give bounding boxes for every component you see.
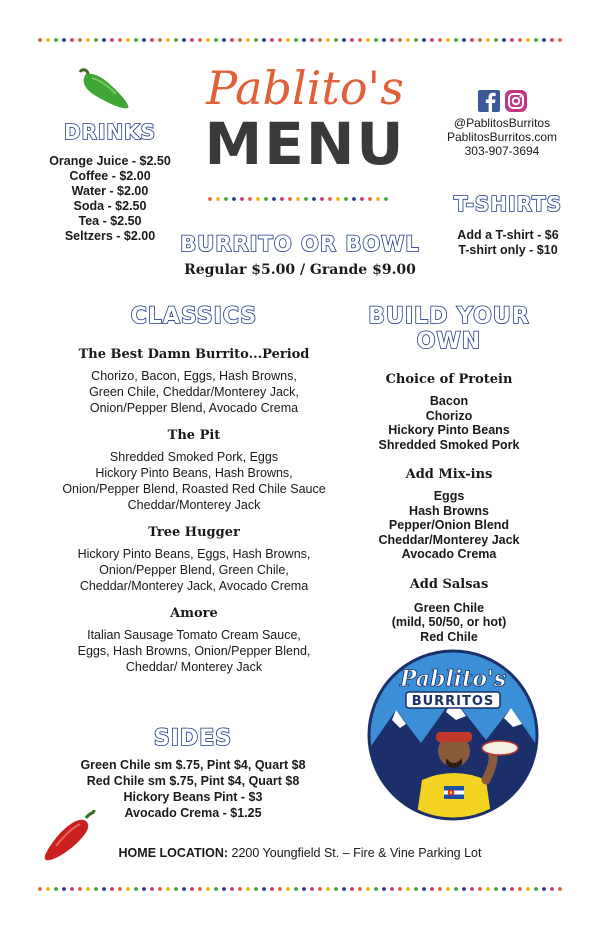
byo-group-title: Choice of Protein bbox=[385, 372, 513, 387]
confetti-dot bbox=[478, 38, 482, 42]
confetti-dot bbox=[78, 38, 82, 42]
website-link[interactable]: PablitosBurritos.com bbox=[446, 130, 558, 144]
confetti-dot bbox=[110, 38, 114, 42]
tshirts-section bbox=[440, 192, 576, 258]
confetti-dot bbox=[166, 887, 170, 891]
confetti-dot bbox=[350, 887, 354, 891]
confetti-dot bbox=[206, 887, 210, 891]
location-address: 2200 Youngfield St. – Fire & Vine Parking Lot bbox=[231, 846, 482, 860]
confetti-dot bbox=[222, 887, 226, 891]
confetti-dot bbox=[382, 38, 386, 42]
confetti-dot bbox=[134, 38, 138, 42]
confetti-dot bbox=[310, 38, 314, 42]
confetti-dot bbox=[326, 887, 330, 891]
logo-script-name: Pablito's bbox=[399, 666, 507, 692]
confetti-dot bbox=[246, 887, 250, 891]
confetti-dot bbox=[358, 887, 362, 891]
confetti-dot bbox=[550, 38, 554, 42]
confetti-dot bbox=[438, 38, 442, 42]
side-item: Hickory Beans Pint - $3 bbox=[123, 790, 263, 804]
confetti-dot bbox=[304, 197, 308, 201]
burrito-bowl-heading: BURRITO OR BOWL bbox=[180, 232, 420, 256]
classic-item-desc: Shredded Smoked Pork, Eggs Hickory Pinto Beans, Hash Browns, Onion/Pepper Blend, Roasted Red Chile Sauce Cheddar/Monterey Jack bbox=[62, 450, 326, 512]
location-label: HOME LOCATION: bbox=[118, 846, 229, 860]
confetti-dot bbox=[318, 38, 322, 42]
confetti-dot bbox=[438, 887, 442, 891]
confetti-dot bbox=[454, 38, 458, 42]
confetti-dot bbox=[150, 887, 154, 891]
confetti-dot bbox=[94, 38, 98, 42]
confetti-dot bbox=[280, 197, 284, 201]
byo-group bbox=[338, 467, 560, 562]
confetti-dot bbox=[422, 38, 426, 42]
title-dot-divider bbox=[208, 195, 394, 203]
confetti-dot bbox=[494, 887, 498, 891]
confetti-dot bbox=[390, 887, 394, 891]
classic-item-title: Tree Hugger bbox=[148, 525, 240, 540]
confetti-dot bbox=[384, 197, 388, 201]
confetti-dot bbox=[320, 197, 324, 201]
confetti-dot bbox=[486, 38, 490, 42]
confetti-dot bbox=[406, 887, 410, 891]
confetti-dot bbox=[86, 887, 90, 891]
confetti-dot bbox=[542, 38, 546, 42]
confetti-dot bbox=[558, 38, 562, 42]
confetti-dot bbox=[344, 197, 348, 201]
confetti-dot bbox=[454, 887, 458, 891]
confetti-dot bbox=[216, 197, 220, 201]
confetti-dot bbox=[214, 887, 218, 891]
confetti-dot bbox=[462, 38, 466, 42]
confetti-dot bbox=[238, 38, 242, 42]
classic-item bbox=[36, 347, 352, 416]
build-your-own-section bbox=[338, 304, 560, 644]
confetti-dot bbox=[54, 887, 58, 891]
classic-item-desc: Italian Sausage Tomato Cream Sauce, Eggs, Hash Browns, Onion/Pepper Blend, Cheddar/ Monterey Jack bbox=[77, 628, 311, 674]
side-item: Red Chile sm $.75, Pint $4, Quart $8 bbox=[86, 774, 300, 788]
confetti-dot bbox=[150, 38, 154, 42]
confetti-dot bbox=[206, 38, 210, 42]
byo-group-list: Eggs Hash Browns Pepper/Onion Blend Cheddar/Monterey Jack Avocado Crema bbox=[378, 489, 520, 561]
confetti-dot bbox=[502, 38, 506, 42]
classic-item-title: The Best Damn Burrito...Period bbox=[78, 347, 310, 362]
classic-item-desc: Hickory Pinto Beans, Eggs, Hash Browns, Onion/Pepper Blend, Green Chile, Cheddar/Monterey Jack, Avocado Crema bbox=[77, 547, 311, 593]
confetti-dot bbox=[174, 38, 178, 42]
confetti-dot bbox=[62, 38, 66, 42]
confetti-dot bbox=[278, 38, 282, 42]
confetti-dot bbox=[232, 197, 236, 201]
confetti-dot bbox=[526, 38, 530, 42]
title-block bbox=[190, 61, 420, 178]
byo-group-list: Green Chile (mild, 50/50, or hot) Red Chile bbox=[391, 600, 507, 644]
confetti-dot bbox=[198, 887, 202, 891]
confetti-dot bbox=[312, 197, 316, 201]
confetti-dot bbox=[318, 887, 322, 891]
confetti-dot bbox=[342, 887, 346, 891]
confetti-dot bbox=[518, 38, 522, 42]
contact-info bbox=[432, 116, 572, 158]
confetti-dot bbox=[366, 38, 370, 42]
drinks-list bbox=[30, 154, 190, 244]
confetti-dot bbox=[158, 38, 162, 42]
pablitos-burritos-logo bbox=[366, 648, 540, 822]
confetti-dot bbox=[558, 887, 562, 891]
confetti-dot bbox=[174, 887, 178, 891]
confetti-dot bbox=[502, 887, 506, 891]
drink-item: Orange Juice - $2.50 bbox=[49, 154, 171, 168]
confetti-dot bbox=[336, 197, 340, 201]
confetti-dot bbox=[270, 887, 274, 891]
drink-item: Soda - $2.50 bbox=[73, 199, 147, 213]
menu-word: MENU bbox=[204, 110, 406, 178]
confetti-dot bbox=[286, 38, 290, 42]
tshirts-heading: T-SHIRTS bbox=[453, 192, 563, 216]
confetti-dot bbox=[494, 38, 498, 42]
confetti-dot bbox=[78, 887, 82, 891]
confetti-dot bbox=[272, 197, 276, 201]
confetti-dot bbox=[70, 38, 74, 42]
drink-item: Seltzers - $2.00 bbox=[64, 229, 156, 243]
confetti-dot bbox=[462, 887, 466, 891]
home-location bbox=[0, 846, 600, 860]
side-item: Avocado Crema - $1.25 bbox=[124, 806, 262, 820]
confetti-dot bbox=[238, 887, 242, 891]
social-icons bbox=[478, 89, 528, 118]
confetti-dot bbox=[398, 887, 402, 891]
confetti-dot bbox=[430, 887, 434, 891]
confetti-dot bbox=[374, 38, 378, 42]
confetti-dot bbox=[224, 197, 228, 201]
confetti-dot bbox=[382, 887, 386, 891]
confetti-dot bbox=[334, 38, 338, 42]
confetti-dot bbox=[230, 887, 234, 891]
confetti-dot bbox=[376, 197, 380, 201]
confetti-dot bbox=[70, 887, 74, 891]
classic-item-desc: Chorizo, Bacon, Eggs, Hash Browns, Green Chile, Cheddar/Monterey Jack, Onion/Pepper Blend, Avocado Crema bbox=[89, 369, 299, 415]
confetti-dot bbox=[296, 197, 300, 201]
confetti-dot bbox=[414, 887, 418, 891]
confetti-dot bbox=[342, 38, 346, 42]
confetti-dot bbox=[230, 38, 234, 42]
confetti-dot bbox=[446, 38, 450, 42]
confetti-dot bbox=[510, 887, 514, 891]
classic-item-title: The Pit bbox=[167, 428, 221, 443]
confetti-dot bbox=[470, 38, 474, 42]
confetti-dot bbox=[94, 887, 98, 891]
confetti-dot bbox=[262, 38, 266, 42]
classic-item-title: Amore bbox=[170, 606, 218, 621]
byo-group-title: Add Mix-ins bbox=[405, 467, 493, 482]
confetti-dot bbox=[248, 197, 252, 201]
confetti-dot bbox=[118, 887, 122, 891]
confetti-dot bbox=[358, 38, 362, 42]
confetti-dot bbox=[390, 38, 394, 42]
confetti-dot bbox=[374, 887, 378, 891]
green-chile-pepper-icon bbox=[72, 66, 134, 112]
confetti-dot bbox=[158, 887, 162, 891]
drink-item: Coffee - $2.00 bbox=[69, 169, 151, 183]
confetti-dot bbox=[334, 887, 338, 891]
byo-group-title: Add Salsas bbox=[409, 576, 489, 592]
confetti-dot bbox=[54, 38, 58, 42]
byo-heading: BUILD YOUR OWN bbox=[368, 304, 530, 354]
classic-item bbox=[36, 525, 352, 594]
classic-item bbox=[36, 428, 352, 513]
confetti-dot bbox=[102, 38, 106, 42]
confetti-dot bbox=[142, 887, 146, 891]
confetti-dot bbox=[46, 38, 50, 42]
confetti-dot bbox=[518, 887, 522, 891]
confetti-dot bbox=[430, 38, 434, 42]
confetti-dot bbox=[46, 887, 50, 891]
confetti-dot bbox=[414, 38, 418, 42]
confetti-dot bbox=[208, 197, 212, 201]
confetti-dot bbox=[264, 197, 268, 201]
confetti-dot bbox=[166, 38, 170, 42]
confetti-dot bbox=[214, 38, 218, 42]
confetti-dot bbox=[542, 887, 546, 891]
side-item: Green Chile sm $.75, Pint $4, Quart $8 bbox=[80, 758, 306, 772]
confetti-dot bbox=[118, 38, 122, 42]
confetti-dot bbox=[302, 887, 306, 891]
confetti-dot bbox=[326, 38, 330, 42]
confetti-dot bbox=[422, 887, 426, 891]
confetti-dot bbox=[478, 887, 482, 891]
phone-number[interactable]: 303-907-3694 bbox=[464, 144, 540, 158]
byo-group bbox=[338, 577, 560, 645]
confetti-dot bbox=[102, 887, 106, 891]
confetti-dot bbox=[246, 38, 250, 42]
confetti-dot bbox=[302, 38, 306, 42]
brand-script-name: Pablito's bbox=[206, 61, 404, 115]
sides-heading: SIDES bbox=[153, 726, 233, 751]
classics-section bbox=[36, 304, 352, 675]
tshirt-item: Add a T-shirt - $6 bbox=[457, 228, 559, 242]
confetti-dot bbox=[398, 38, 402, 42]
confetti-dot bbox=[38, 887, 42, 891]
confetti-dot bbox=[286, 887, 290, 891]
confetti-dot bbox=[310, 887, 314, 891]
confetti-dot bbox=[526, 887, 530, 891]
top-dot-border bbox=[38, 36, 562, 44]
confetti-dot bbox=[38, 38, 42, 42]
confetti-dot bbox=[182, 887, 186, 891]
confetti-dot bbox=[222, 38, 226, 42]
drink-item: Water - $2.00 bbox=[71, 184, 149, 198]
confetti-dot bbox=[294, 887, 298, 891]
classic-item bbox=[36, 606, 352, 675]
confetti-dot bbox=[368, 197, 372, 201]
confetti-dot bbox=[198, 38, 202, 42]
confetti-dot bbox=[406, 38, 410, 42]
classics-heading: CLASSICS bbox=[130, 304, 258, 329]
confetti-dot bbox=[350, 38, 354, 42]
confetti-dot bbox=[126, 38, 130, 42]
confetti-dot bbox=[328, 197, 332, 201]
confetti-dot bbox=[126, 887, 130, 891]
burrito-bowl-section bbox=[150, 232, 450, 278]
confetti-dot bbox=[256, 197, 260, 201]
drink-item: Tea - $2.50 bbox=[78, 214, 142, 228]
byo-group bbox=[338, 372, 560, 452]
confetti-dot bbox=[270, 38, 274, 42]
confetti-dot bbox=[510, 38, 514, 42]
confetti-dot bbox=[254, 38, 258, 42]
confetti-dot bbox=[278, 887, 282, 891]
confetti-dot bbox=[62, 887, 66, 891]
drinks-section bbox=[30, 120, 190, 244]
confetti-dot bbox=[486, 887, 490, 891]
confetti-dot bbox=[550, 887, 554, 891]
logo-burritos-word: BURRITOS bbox=[411, 694, 495, 709]
confetti-dot bbox=[288, 197, 292, 201]
confetti-dot bbox=[294, 38, 298, 42]
confetti-dot bbox=[240, 197, 244, 201]
tshirts-list bbox=[440, 228, 576, 258]
confetti-dot bbox=[134, 887, 138, 891]
confetti-dot bbox=[470, 887, 474, 891]
drinks-heading: DRINKS bbox=[63, 120, 157, 144]
bottom-dot-border bbox=[38, 885, 562, 893]
burrito-bowl-prices: Regular $5.00 / Grande $9.00 bbox=[184, 262, 416, 278]
confetti-dot bbox=[446, 887, 450, 891]
confetti-dot bbox=[182, 38, 186, 42]
confetti-dot bbox=[190, 887, 194, 891]
confetti-dot bbox=[360, 197, 364, 201]
confetti-dot bbox=[142, 38, 146, 42]
confetti-dot bbox=[366, 887, 370, 891]
tshirt-item: T-shirt only - $10 bbox=[458, 243, 558, 257]
social-handle[interactable]: @PablitosBurritos bbox=[453, 116, 551, 130]
confetti-dot bbox=[534, 887, 538, 891]
byo-group-list: Bacon Chorizo Hickory Pinto Beans Shredded Smoked Pork bbox=[378, 394, 520, 452]
confetti-dot bbox=[86, 38, 90, 42]
sides-section bbox=[50, 726, 336, 821]
confetti-dot bbox=[262, 887, 266, 891]
confetti-dot bbox=[534, 38, 538, 42]
facebook-icon[interactable] bbox=[478, 90, 500, 112]
confetti-dot bbox=[352, 197, 356, 201]
confetti-dot bbox=[254, 887, 258, 891]
instagram-icon[interactable] bbox=[505, 90, 527, 112]
confetti-dot bbox=[110, 887, 114, 891]
confetti-dot bbox=[190, 38, 194, 42]
